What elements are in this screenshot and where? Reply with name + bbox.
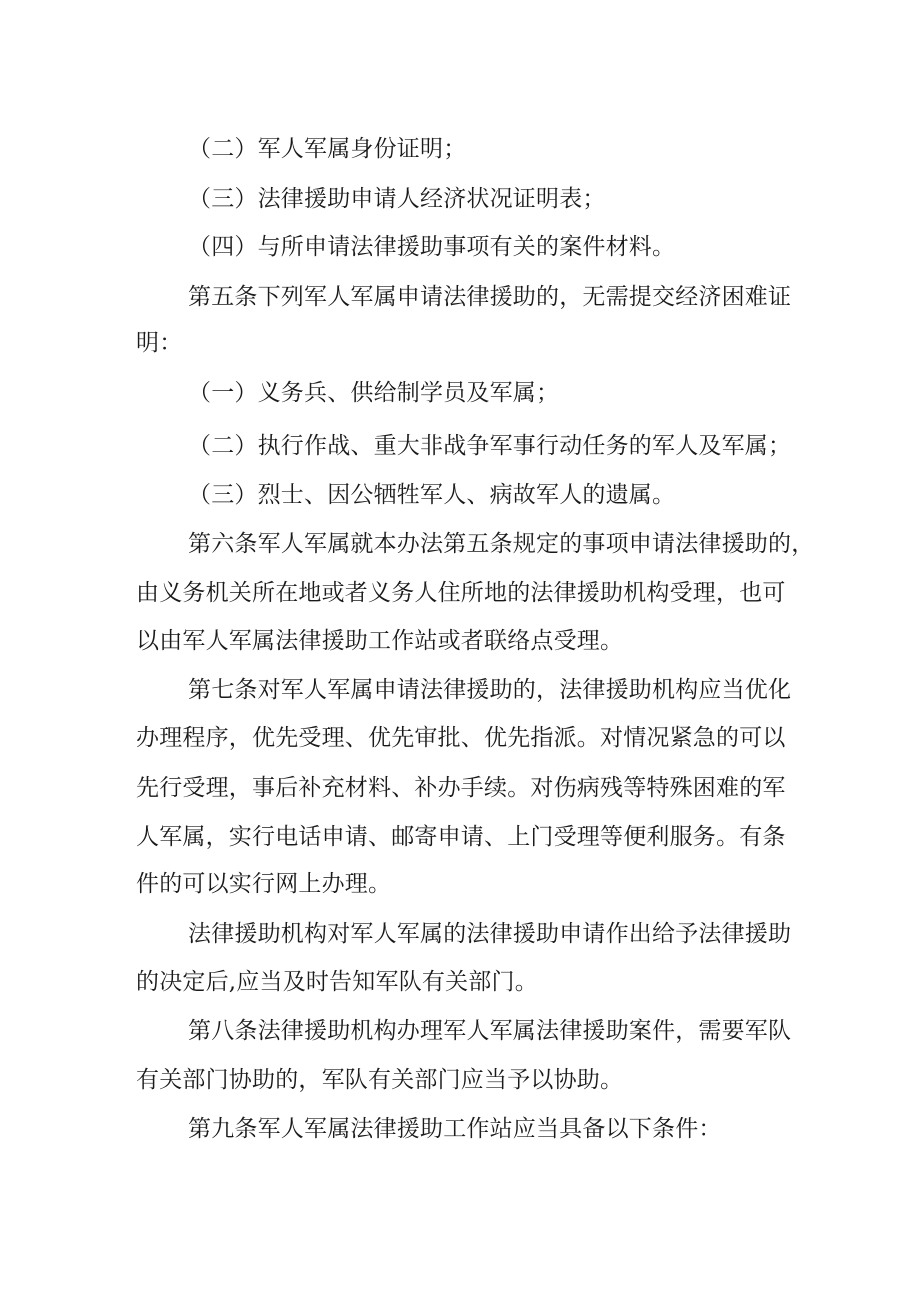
article-nine-line-1: 第九条军人军属法律援助工作站应当具备以下条件：: [188, 1116, 722, 1142]
article-eight-line-2: 有关部门协助的，军队有关部门应当予以协助。: [136, 1067, 624, 1093]
article-six-line-1: 第六条军人军属就本办法第五条规定的事项申请法律援助的，: [188, 531, 815, 557]
paragraph-notify-line-1: 法律援助机构对军人军属的法律援助申请作出给予法律援助: [188, 921, 792, 947]
article-six-line-2: 由义务机关所在地或者义务人住所地的法律援助机构受理，也可: [136, 580, 786, 606]
article-seven-line-2: 办理程序，优先受理、优先审批、优先指派。对情况紧急的可以: [136, 725, 786, 751]
article-seven-line-3: 先行受理，事后补充材料、补办手续。对伤病残等特殊困难的军: [136, 775, 786, 801]
paragraph-notify-line-2: 的决定后,应当及时告知军队有关部门。: [136, 969, 538, 995]
list-item-case-materials: （四）与所申请法律援助事项有关的案件材料。: [188, 234, 676, 260]
article-six-line-3: 以由军人军属法律援助工作站或者联络点受理。: [136, 628, 624, 654]
list-item-martyrs-survivors: （三）烈士、因公牺牲军人、病故军人的遗属。: [188, 482, 676, 508]
article-five-line-2: 明：: [136, 330, 183, 356]
article-seven-line-5: 件的可以实行网上办理。: [136, 871, 392, 897]
list-item-economic-status-form: （三）法律援助申请人经济状况证明表；: [188, 186, 606, 212]
list-item-conscripts: （一）义务兵、供给制学员及军属；: [188, 380, 560, 406]
article-seven-line-1: 第七条对军人军属申请法律援助的，法律援助机构应当优化: [188, 677, 792, 703]
list-item-identity-proof: （二）军人军属身份证明；: [188, 136, 467, 162]
article-five-line-1: 第五条下列军人军属申请法律援助的，无需提交经济困难证: [188, 284, 792, 310]
list-item-combat-missions: （二）执行作战、重大非战争军事行动任务的军人及军属；: [188, 433, 792, 459]
article-eight-line-1: 第八条法律援助机构办理军人军属法律援助案件，需要军队: [188, 1018, 792, 1044]
article-seven-line-4: 人军属，实行电话申请、邮寄申请、上门受理等便利服务。有条: [136, 824, 786, 850]
